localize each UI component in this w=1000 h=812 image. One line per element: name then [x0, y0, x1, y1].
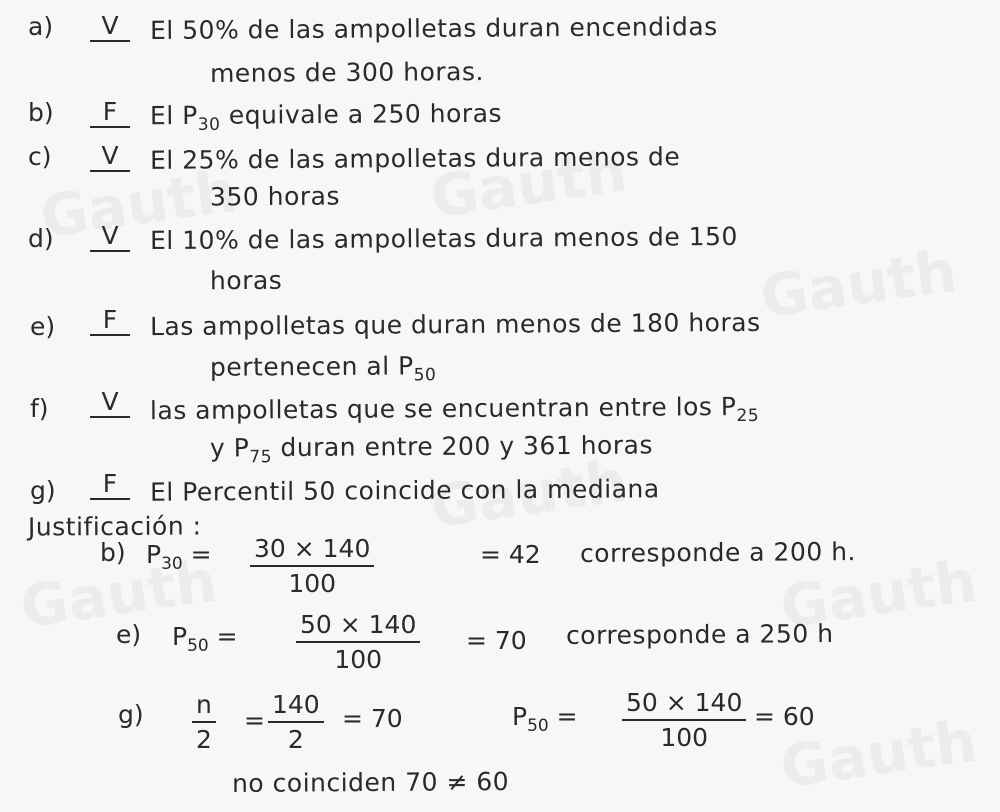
calc-b-fraction [250, 534, 374, 598]
calc-b-result: = 42 [480, 540, 541, 569]
calc-b-lhs: $P_{30}$ = [146, 540, 212, 574]
calc-e-lhs: $P_{50}$ = [172, 622, 238, 656]
justification-heading: Justificación : [27, 511, 202, 542]
item-d-text: El 10% de las ampolletas dura menos de 150 [149, 221, 738, 256]
calc-b-note: corresponde a 200 h. [579, 537, 857, 568]
calc-g-result1: = 70 [342, 704, 403, 733]
item-a-mark: V [90, 12, 130, 42]
calc-g-fraction-140: $\frac{140}{2}$ [268, 690, 324, 754]
item-a-text-cont: menos de 300 horas. [209, 57, 485, 88]
item-e-text: Las ampolletas que duran menos de 180 horas [149, 307, 761, 342]
item-f-text: las ampolletas que se encuentran entre los $P_{25}$ [149, 392, 760, 427]
item-g-label: g) [30, 476, 56, 505]
item-b-text: El $P_{30}$ equivale a 250 horas [149, 98, 503, 135]
item-d-mark: V [90, 222, 130, 252]
item-g-text: El Percentil 50 coincide con la mediana [149, 474, 660, 507]
item-f-text-cont: y $P_{75}$ duran entre 200 y 361 horas [209, 430, 654, 468]
calc-b-numerator: 30 × 140 [250, 534, 374, 567]
calc-e-numerator: 50 × 140 [296, 610, 420, 643]
calc-e-fraction [296, 610, 420, 674]
item-d-text-cont: horas [209, 265, 283, 296]
item-c-mark: V [90, 142, 130, 172]
calc-b-denominator: 100 [288, 569, 337, 598]
calc-g-label: g) [118, 700, 144, 729]
item-c-label: c) [28, 142, 52, 171]
item-g-mark: F [90, 470, 130, 500]
calc-b-label: b) [100, 538, 126, 567]
calc-e-denominator: 100 [334, 645, 383, 674]
item-b-label: b) [28, 98, 54, 127]
item-c-text: El 25% de las ampolletas dura menos de [149, 142, 681, 175]
item-f-label: f) [30, 394, 49, 423]
calc-e-label: e) [116, 620, 142, 649]
item-b-mark: F [90, 98, 130, 128]
watermark-text [756, 237, 961, 332]
calc-e-note: corresponde a 250 h [565, 619, 834, 650]
calc-g-eq1: = [244, 706, 265, 735]
item-e-text-cont: pertenecen al $P_{50}$ [209, 351, 437, 386]
item-d-label: d) [28, 224, 54, 253]
item-a-text: El 50% de las ampolletas duran encendidas [149, 12, 718, 45]
item-e-label: e) [30, 312, 56, 341]
calc-e-result: = 70 [466, 626, 527, 655]
calc-g-fraction-n: $\frac{n}{2}$ [192, 690, 216, 754]
item-f-mark: V [90, 388, 130, 418]
calc-g-result2: = 60 [754, 702, 815, 731]
item-a-label: a) [28, 12, 54, 41]
calc-g-lhs: $P_{50}$ = [512, 702, 578, 736]
calc-g-fraction-p50: $\frac{50 \times 140}{100}$ [622, 688, 746, 752]
item-e-mark: F [90, 306, 130, 336]
item-c-text-cont: 350 horas [209, 181, 341, 212]
conclusion: no coinciden 70 ≠ 60 [231, 767, 510, 798]
